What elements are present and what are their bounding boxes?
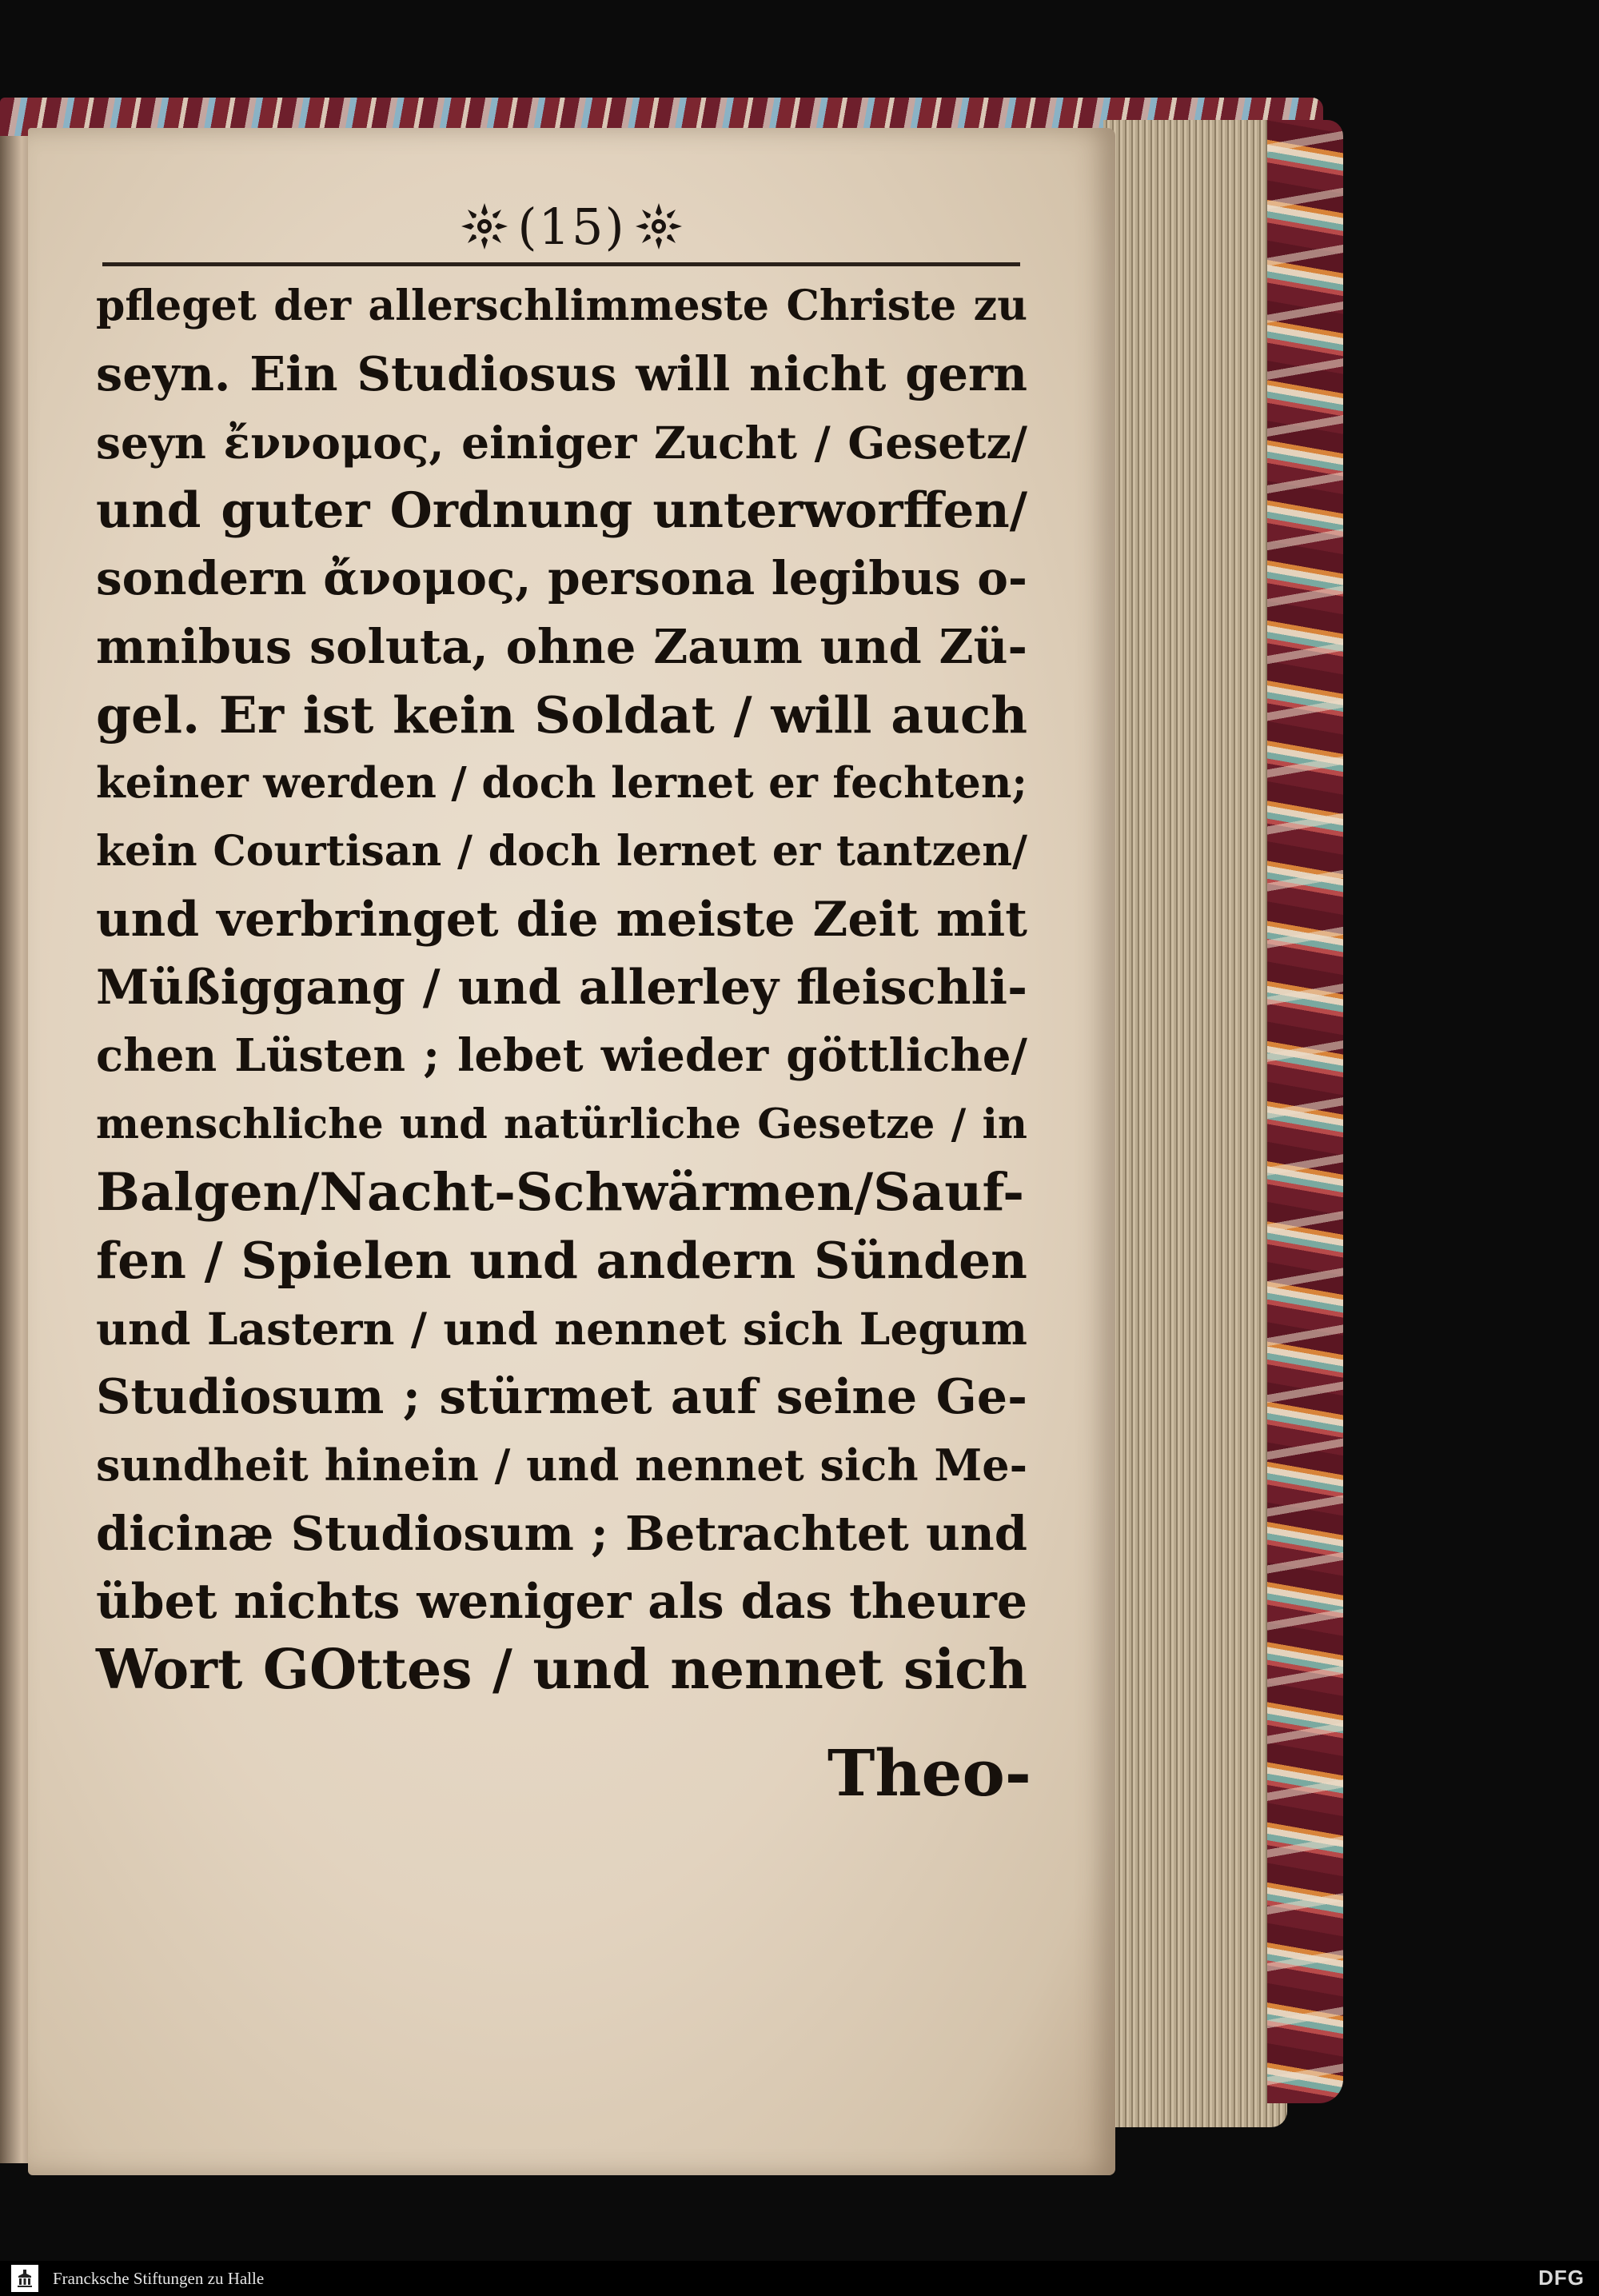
text-line: seyn ἔννομος, einiger Zucht / Gesetz/ [96,416,1027,469]
text-line: keiner werden / doch lernet er fechten; [96,758,1027,809]
header-rule [102,262,1020,266]
text-line: fen / Spielen und andern Sünden [96,1231,1027,1291]
text-line: mnibus soluta, ohne Zaum und Zü- [96,619,1027,675]
text-line: übet nichts weniger als das theure [96,1573,1027,1630]
page-block-edge [1103,120,1287,2127]
text-line: seyn. Ein Studiosus will nicht gern [96,346,1027,402]
text-line: sundheit hinein / und nennet sich Me- [96,1439,1027,1491]
institution-logo-icon [11,2265,38,2292]
text-line: dicinæ Studiosum ; Betrachtet und [96,1506,1027,1562]
page-header [440,190,704,262]
fleuron-icon [634,202,684,251]
text-line: chen Lüsten ; lebet wieder göttliche/ [96,1029,1027,1083]
text-line: Balgen/Nacht-Schwärmen/Sauf- [96,1161,1025,1223]
dfg-logo: DFG [1538,2266,1585,2290]
text-line: Müßiggang / und allerley fleischli- [96,959,1027,1016]
text-line: menschliche und natürliche Gesetze / in [96,1100,1027,1148]
marbled-fore-edge [1267,120,1343,2103]
text-line: und verbringet die meiste Zeit mit [96,891,1027,948]
text-line: Studiosum ; stürmet auf seine Ge- [96,1368,1027,1425]
text-line: sondern ἄνομος, persona legibus o- [96,551,1027,606]
text-line: Wort GOttes / und nennet sich [96,1637,1027,1702]
text-line: und guter Ordnung unterworffen/ [96,481,1027,539]
text-line: kein Courtisan / doch lernet er tantzen/ [96,827,1027,876]
footer-bar [0,2261,1599,2296]
catchword: Theo- [827,1735,1031,1811]
body-text [96,272,1027,1704]
text-line: pfleget der allerschlimmeste Christe zu [96,282,1027,330]
page-number: (15) [517,197,626,256]
text-line: gel. Er ist kein Soldat / will auch [96,685,1027,745]
fleuron-icon [460,202,509,251]
text-line: und Lastern / und nennet sich Legum [96,1303,1027,1356]
footer-institution: Francksche Stiftungen zu Halle [53,2268,265,2288]
